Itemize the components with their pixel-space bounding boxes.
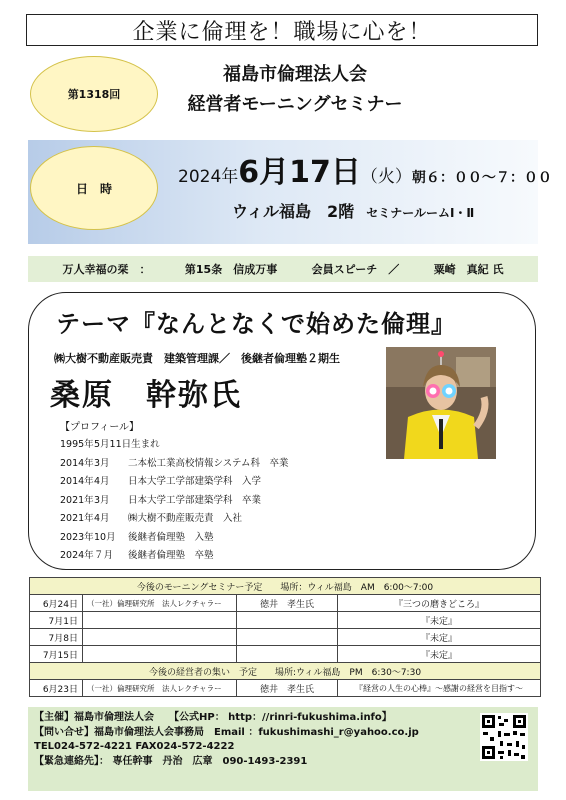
datetime-label: 日 時 <box>75 181 112 196</box>
seminar-name: 経営者モーニングセミナー <box>187 94 403 115</box>
footer-emergency-line: 【緊急連絡先】： 専任幹事 丹治 広章 090-1493-2391 <box>34 755 308 767</box>
org-name: 福島市倫理法人会 <box>223 64 367 85</box>
speech-title: 万人幸福の栞 ： <box>62 263 151 276</box>
speech-speaker: 粟崎 真紀 氏 <box>433 263 504 276</box>
profile-item: 2021年3月 日本大学工学部建築学科 卒業 <box>60 494 262 506</box>
speaker-company: ㈱大樹不動産販売責 建築管理課／ 後継者倫理塾２期生 <box>54 352 340 365</box>
qr-code-icon <box>480 713 528 761</box>
footer-contact-line: 【問い合せ】福島市倫理法人会事務局 Email ：fukushimashi_r@yahoo.co.jp <box>34 726 419 738</box>
org-header <box>130 60 460 120</box>
evening-header-row <box>30 663 541 680</box>
venue-name: ウィル福島 2階 <box>232 202 355 221</box>
profile-item: 2014年4月 日本大学工学部建築学科 入学 <box>60 476 262 487</box>
session-number: 第1318回 <box>67 88 121 101</box>
profile-item: 2023年10月 後継者倫理塾 入塾 <box>60 531 214 543</box>
table-row: 7月8日 『未定』 <box>30 629 541 646</box>
theme-title: テーマ『なんとなくで始めた倫理』 <box>56 310 456 338</box>
footer-org-line: 【主催】福島市倫理法人会 【公式HP： http：//rinri-fukushima.info】 <box>34 712 392 723</box>
speech-type: 会員スピーチ ／ <box>311 263 400 276</box>
speaker-photo <box>386 347 496 459</box>
speech-bar <box>28 256 538 282</box>
venue <box>232 199 474 222</box>
speaker-name: 桑原 幹弥氏 <box>50 378 242 413</box>
profile-heading: 【プロフィール】 <box>60 422 139 433</box>
slogan-banner: 企業に倫理を！職場に心を！ <box>26 14 538 46</box>
profile-list <box>60 436 289 566</box>
evening-header: 今後の経営者の集い 予定 場所:ウィル福島 PM 6:30～7:30 <box>30 663 541 680</box>
table-row: 7月1日 『未定』 <box>30 612 541 629</box>
date-weekday: （火） <box>360 167 412 187</box>
table-row: 7月15日 『未定』 <box>30 646 541 663</box>
datetime-badge <box>30 146 158 230</box>
footer-tel-line: TEL024-572-4221 FAX024-572-4222 <box>34 741 235 752</box>
morning-header: 今後のモーニングセミナー予定 場所：ウィル福島 AM 6:00～7:00 <box>30 578 541 595</box>
schedule-table <box>29 577 541 697</box>
speech-article: 第15条 信成万事 <box>184 263 278 276</box>
morning-header-row <box>30 578 541 595</box>
date-month-day: 6月17日 <box>238 155 361 190</box>
event-date <box>178 147 552 191</box>
profile-item: 2021年4月 ㈱大樹不動産販売責 入社 <box>60 513 243 524</box>
table-row: 6月24日 （一社）倫理研究所 法人レクチャラー 徳井 孝生氏 『三つの磨きどころ』 <box>30 595 541 612</box>
profile-item: 2024年７月 後継者倫理塾 卒塾 <box>60 550 214 561</box>
profile-item: 1995年5月11日生まれ <box>60 439 160 450</box>
date-time: 朝６：００～７：００ <box>411 170 552 186</box>
table-row: 6月23日 （一社）倫理研究所 法人レクチャラー 徳井 孝生氏 『経営の人生の心棒』～感謝の経営を目指す～ <box>30 680 541 697</box>
date-year: 2024年 <box>178 167 239 187</box>
footer-info <box>34 711 419 769</box>
profile-item: 2014年3月 二本松工業高校情報システム科 卒業 <box>60 457 289 469</box>
venue-room: セミナールームⅠ・Ⅱ <box>366 206 475 220</box>
